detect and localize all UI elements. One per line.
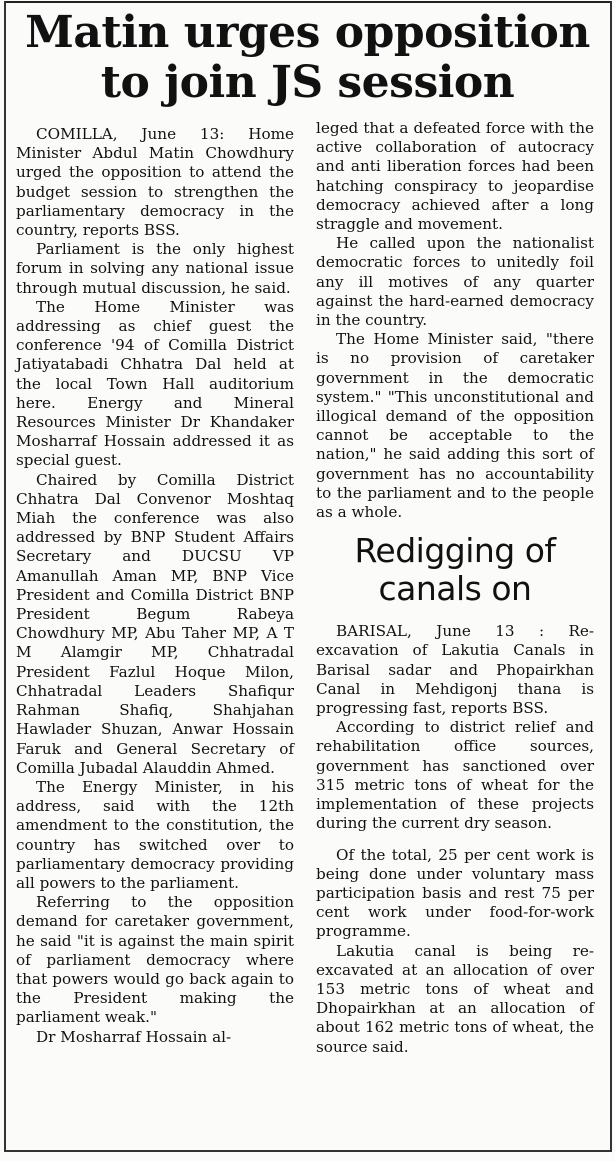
- right-column: [316, 119, 594, 1057]
- article-paragraph: He called upon the nationalist democratic forces to unitedly foil any ill motives of any quarter against the hard-earned democracy in the country.: [316, 234, 594, 330]
- frame-top-rule: [4, 1, 611, 3]
- article-paragraph: The Home Minister said, "there is no provision of caretaker government in the democratic system." "This unconstitutional and illogical demand of the opposition cannot be acceptable to the nation," he said adding this sort of government has no accountability to the parliament and to the people as a whole.: [316, 330, 594, 522]
- article-paragraph: Of the total, 25 per cent work is being done under voluntary mass participation basis and rest 75 per cent work under food-for-work programme.: [316, 845, 594, 941]
- article-paragraph: Chaired by Comilla District Chhatra Dal Convenor Moshtaq Miah the conference was also addressed by BNP Student Affairs Secretary and DUCSU VP Amanullah Aman MP, BNP Vice President and Comilla District BNP President Begum Rabeya Chowdhury MP, Abu Taher MP, A T M Alamgir MP, Chhatradal President Fazlul Hoque Milon, Chhatradal Leaders Shafiqur Rahman Shafiq, Shahjahan Hawlader Shuzan, Anwar Hossain Faruk and General Secretary of Comilla Jubadal Alauddin Ahmed.: [16, 470, 294, 777]
- main-headline: Matin urges opposition to join JS session: [25, 7, 590, 108]
- article-paragraph: COMILLA, June 13: Home Minister Abdul Matin Chowdhury urged the opposition to attend the budget session to strengthen the parliamentary democracy in the country, reports BSS.: [16, 125, 294, 240]
- second-headline: Redigging of canals on: [354, 531, 556, 609]
- article-paragraph: Parliament is the only highest forum in solving any national issue through mutual discussion, he said.: [16, 240, 294, 297]
- article-paragraph: The Home Minister was addressing as chief guest the conference '94 of Comilla District Jatiyatabadi Chhatra Dal held at the local Town Hall auditorium here. Energy and Mineral Resources Minister Dr Khandaker Mosharraf Hossain addressed it as special guest.: [16, 297, 294, 470]
- frame-left-rule: [4, 1, 6, 1151]
- article-paragraph: Dr Mosharraf Hossain al-: [36, 1027, 232, 1046]
- article-paragraph: Lakutia canal is being re-excavated at an allocation of over 153 metric tons of wheat and Dhopairkhan at an allocation of about 162 metric tons of wheat, the source said.: [316, 941, 594, 1056]
- article-paragraph: Referring to the opposition demand for caretaker government, he said "it is against the main spirit of parliament democracy where that powers would go back again to the President making the parliament weak.": [16, 893, 294, 1027]
- frame-bottom-rule: [4, 1150, 612, 1152]
- article-paragraph: The Energy Minister, in his address, said with the 12th amendment to the constitution, the country has switched over to parliamentary democracy providing all powers to the parliament.: [16, 777, 294, 892]
- frame-right-rule: [610, 1, 612, 1151]
- article-paragraph: leged that a defeated force with the active collaboration of autocracy and anti liberation forces had been hatching conspiracy to jeopardise democracy achieved after a long straggle and movement.: [316, 119, 594, 234]
- left-column: [16, 125, 294, 1047]
- article-paragraph: According to district relief and rehabilitation office sources, government has sanctioned over 315 metric tons of wheat for the implementation of these projects during the current dry season.: [316, 718, 594, 833]
- article-paragraph: BARISAL, June 13 : Re-excavation of Lakutia Canals in Barisal sadar and Phopairkhan Canal in Mehdigonj thana is progressing fast, reports BSS.: [316, 622, 594, 718]
